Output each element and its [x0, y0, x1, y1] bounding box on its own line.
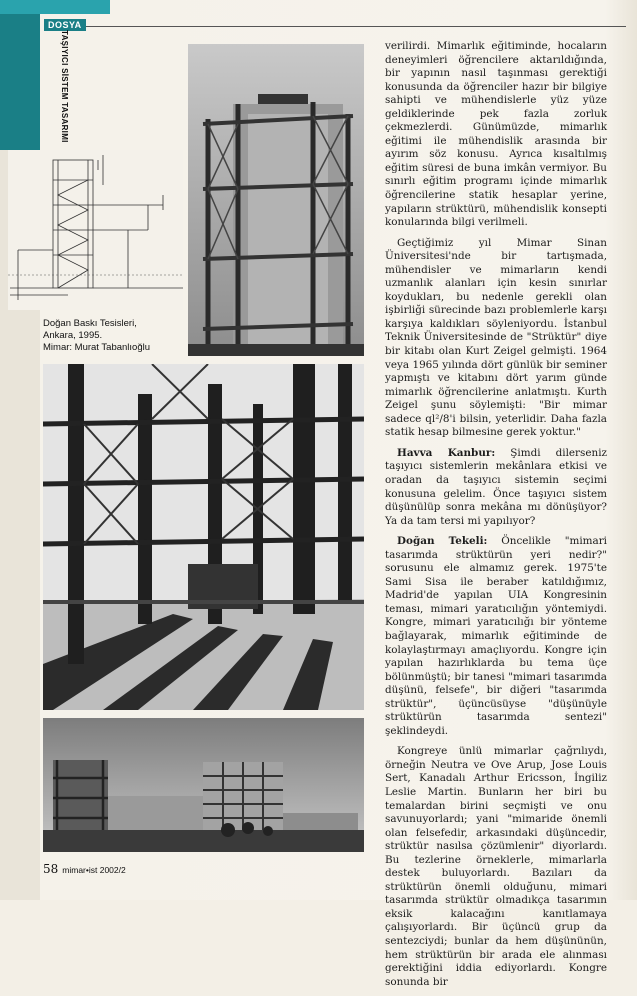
paragraph: verilirdi. Mimarlık eğitiminde, hocaların deneyimleri öğrencilere aktarıldığında, bir yapının nasıl taşınması gerektiği konusunda da öğrenciler hazır bir bilgiye sahipti ve mühendislerle yüz yüze geldiklerinde pek fazla zorluk çekmezlerdi. Günümüzde, mimarlık eğitimi ile mühendislik arasında bir ayırım söz konusu. Ayrıca kısaltılmış eğitim süresi de buna imkân vermiyor. Bu sınırlı eğitim programı içinde mimarlık öğrencilerine statik hesaplar yerine, yapıların strüktürü, mühendislik konsepti konularında bilgi verilmeli.	[385, 40, 607, 229]
magazine-issue: mimar•ist 2002/2	[62, 865, 126, 875]
tower-photo	[188, 44, 364, 356]
section-color-block	[0, 0, 40, 150]
speaker-name: Havva Kanbur:	[397, 446, 496, 459]
paragraph	[385, 447, 607, 528]
paragraph-text: Şimdi dilerseniz taşıyıcı sistemlerin mekânlara etkisi ve oradan da taşıyıcı sistemin seçimi konusuna gelelim. Önce taşıyıcı sistem düşünülüp sonra mekâna mı dönüşüyor? Ya da tam tersi mi yapılıyor?	[385, 446, 607, 527]
running-title: TAŞIYICI SİSTEM TASARIMI	[60, 30, 69, 143]
paragraph-text: Öncelikle "mimari tasarımda strüktürün yeri nedir?" sorusunu ele almamız gerek. 1975'te Sami Sisa ile beraber katıldığımız, Madrid'de yapılan UIA Kongresinin teması, mimari yaratıcılığın yöntemiydi. Kongre, mimari yaratıcılığı bir yönteme bağlayarak, mimarlık eğitiminde de kolaylaştırmayı amaçlıyordu. Kongre için yapılan hazırlıklarda bu tema üçe bölünmüştü; bir tanesi "mimari tasarımda düşünü, felsefe", bir diğeri "tasarımda strüktür", üçüncüsüyse "düşünüyle strüktürün tasarımda sentezi" şeklindeydi.	[385, 535, 607, 737]
building-exterior-photo	[43, 718, 364, 852]
speaker-name: Doğan Tekeli:	[397, 535, 488, 548]
paragraph: Kongreye ünlü mimarlar çağrılıydı, örneğin Neutra ve Ove Arup, Jose Louis Sert, Kanadalı Arthur Ericsson, İngiliz Leslie Martin. Bunların her biri bu temalardan birini seçmişti ve onu savunuyorlardı; yani "mimaride önemli olan felsefedir, arkasındaki düşüncedir, strüktür nasılsa çözümlenir" diyorlardı. Bu tezlerine örneklerle, mimarlarla destek buluyorlardı. Bazıları da strüktürün önemli olduğunu, mimari tasarımda strüktür olmadıkça tasarımın eksik kalacağını kanıtlamaya çalışıyorlardı. Bir üçüncü grup da sentezciydi; bunlar da hem düşününün, hem strüktürün bir arada ele alınması gerektiğini iddia ediyorlardı. Kongre sonunda bir	[385, 745, 607, 988]
paragraph: Geçtiğimiz yıl Mimar Sinan Üniversitesi'nde bir tartışmada, mühendisler ve mimarların kendi uzmanlık alanları için kesin sınırlar koydukları, bu nedenle gerekli olan işbirliği sürecinde bazı problemlerle karşı karşıya kaldıkları söyleniyordu. İstanbul Teknik Üniversitesinde de "Strüktür" diye bir kitabı olan Kurt Zeigel gelmişti. 1964 veya 1965 yılında dört günlük bir seminer yapmıştı ve kitabını dört yarım günde mimarlık öğrencilerine anlatmıştı. Kurth Zeigel şunu söylemişti: "Bir mimar sadece ql²/8'i bilsin, yeterlidir. Daha fazla statik hesap bilmesine gerek yoktur."	[385, 236, 607, 439]
paragraph	[385, 535, 607, 738]
section-drawing-image	[8, 150, 183, 310]
header-rule	[78, 26, 626, 27]
caption-line: Mimar: Murat Tabanlıoğlu	[43, 342, 151, 353]
photo-caption	[43, 318, 183, 354]
section-label: DOSYA	[44, 19, 86, 31]
section-tab	[0, 0, 110, 14]
page-number: 58	[43, 862, 59, 876]
caption-line: Ankara, 1995.	[43, 330, 103, 341]
structure-interior-photo	[43, 364, 364, 710]
article-text-column	[385, 40, 607, 996]
caption-line: Doğan Baskı Tesisleri,	[43, 318, 137, 329]
page-footer	[43, 862, 126, 876]
